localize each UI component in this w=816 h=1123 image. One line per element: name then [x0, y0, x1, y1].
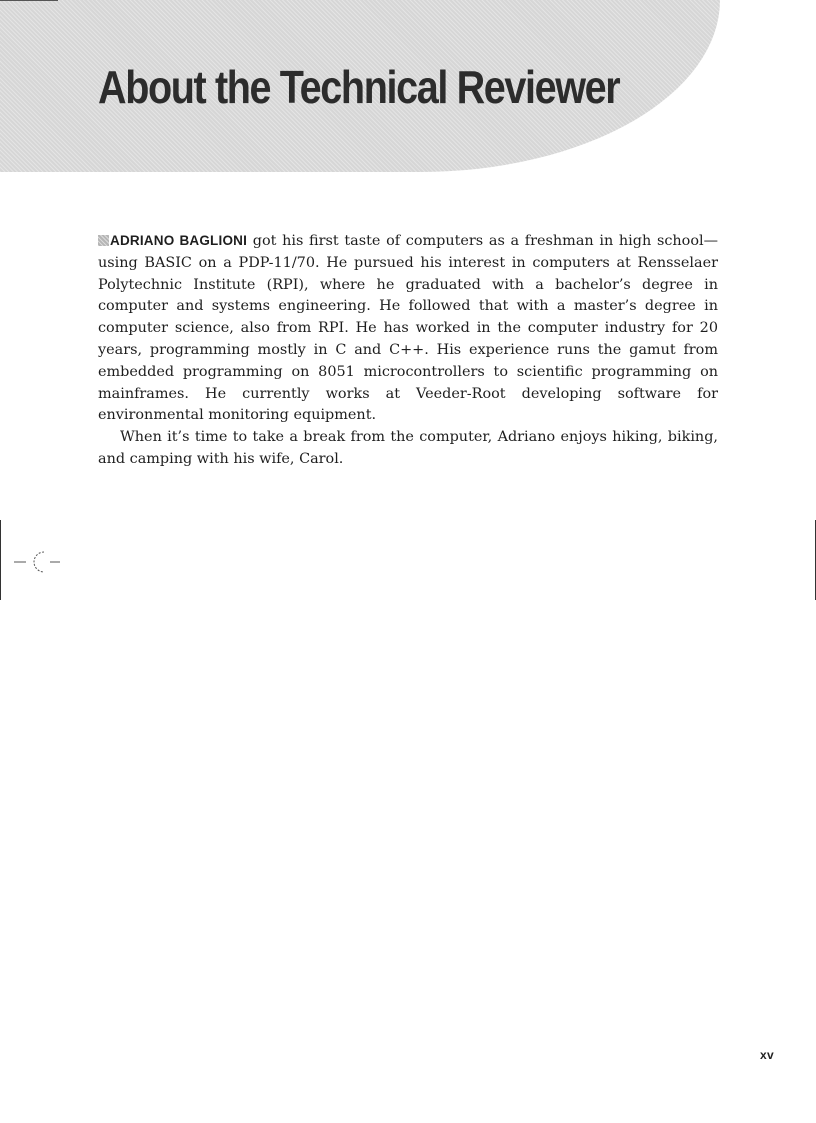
author-name: ADRIANO BAGLIONI	[110, 233, 248, 248]
page-number: xv	[760, 1048, 774, 1062]
top-rule	[0, 0, 58, 1]
section-marker-icon	[98, 235, 109, 246]
bio-paragraph-1-text: got his first taste of computers as a freshman in high school—using BASIC on a PDP-11/70. He pursued his interest in computers at Rensselaer Polytechnic Institute (RPI), where he graduated with a bachelor’s degree in computer and systems engineering. He followed that with a master’s degree in computer science, also from RPI. He has worked in the computer industry for 20 years, programming mostly in C and C++. His experience runs the gamut from embedded programming on 8051 microcontrollers to scientific programming on mainframes. He currently works at Veeder-Root developing software for environmental monitoring equipment.	[98, 233, 718, 424]
crop-mark-left	[0, 520, 1, 600]
reviewer-bio	[98, 230, 718, 471]
bio-paragraph-1	[98, 230, 718, 427]
registration-mark-icon	[14, 548, 62, 576]
chapter-title: About the Technical Reviewer	[98, 61, 620, 113]
bio-paragraph-2: When it’s time to take a break from the computer, Adriano enjoys hiking, biking, and camping with his wife, Carol.	[98, 429, 718, 467]
